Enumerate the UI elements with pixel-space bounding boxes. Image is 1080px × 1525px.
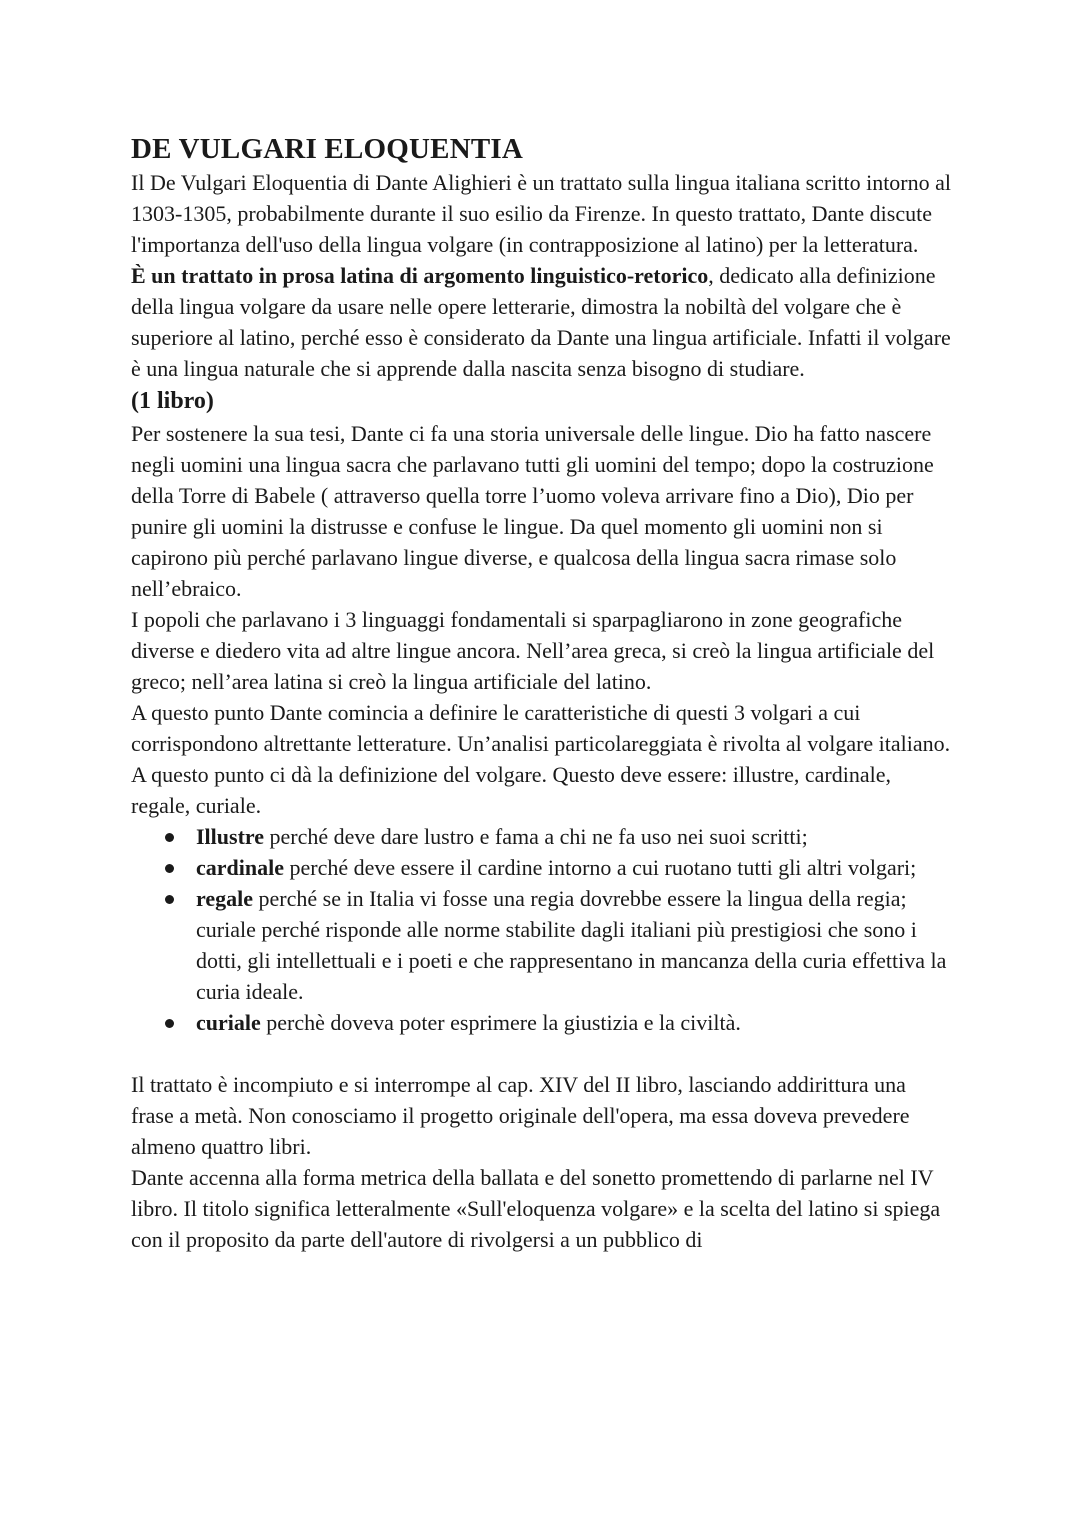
bullet-text: perché se in Italia vi fosse una regia dovrebbe essere la lingua della regia; curiale perché risponde alle norme stabilite dagli italiani più prestigiosi che sono i dotti, gli intellettuali e i poeti e che rappresentano in mancanza della curia effettiva la curia ideale. bbox=[196, 886, 947, 1004]
bullet-text: perchè doveva poter esprimere la giustizia e la civiltà. bbox=[260, 1010, 741, 1035]
body-paragraph: A questo punto Dante comincia a definire le caratteristiche di questi 3 volgari a cui corrispondono altrettante letterature. Un’analisi particolareggiata è rivolta al volgare italiano. bbox=[131, 700, 951, 756]
summary-text: , dedicato alla definizione della lingua volgare da usare nelle opere letterarie, dimostra la nobiltà del volgare che è superiore al latino, perché esso è considerato da Dante una lingua artificiale. Infatti il volgare è una lingua naturale che si apprende dalla nascita senza bisogno di studiare. bbox=[131, 263, 951, 381]
closing-paragraph: Il trattato è incompiuto e si interrompe al cap. XIV del II libro, lasciando addirittura una frase a metà. Non conosciamo il progetto originale dell'opera, ma essa doveva prevedere almeno quattro libri. bbox=[131, 1072, 910, 1159]
bullet-term: cardinale bbox=[196, 855, 284, 880]
bullet-icon bbox=[165, 895, 174, 904]
bullet-term: curiale bbox=[196, 1010, 261, 1035]
bullet-icon bbox=[165, 833, 174, 842]
bullet-icon bbox=[165, 864, 174, 873]
document-title: DE VULGARI ELOQUENTIA bbox=[131, 133, 524, 165]
list-item bbox=[196, 852, 951, 883]
bullet-text: perché deve dare lustro e fama a chi ne fa uso nei suoi scritti; bbox=[264, 824, 808, 849]
body-paragraph: Per sostenere la sua tesi, Dante ci fa una storia universale delle lingue. Dio ha fatto nascere negli uomini una lingua sacra che parlavano tutti gli uomini del tempo; dopo la costruzione della Torre di Babele ( attraverso quella torre l’uomo voleva arrivare fino a Dio), Dio per punire gli uomini la distrusse e confuse le lingue. Da quel momento gli uomini non si capirono più perché parlavano lingue diverse, e qualcosa della lingua sacra rimase solo nell’ebraico. bbox=[131, 421, 934, 601]
closing-paragraph: Dante accenna alla forma metrica della ballata e del sonetto promettendo di parlarne nel IV libro. Il titolo significa letteralmente «Sull'eloquenza volgare» e la scelta del latino si spiega con il proposito da parte dell'autore di rivolgersi a un pubblico di bbox=[131, 1165, 941, 1252]
list-item bbox=[196, 883, 951, 1007]
bullet-text: perché deve essere il cardine intorno a cui ruotano tutti gli altri volgari; bbox=[284, 855, 917, 880]
paragraph-spacer bbox=[131, 1038, 951, 1069]
list-item bbox=[196, 821, 951, 852]
section-heading: (1 libro) bbox=[131, 388, 214, 414]
document-page bbox=[131, 131, 951, 1255]
summary-bold-text: È un trattato in prosa latina di argomento linguistico-retorico bbox=[131, 263, 709, 288]
bullet-list bbox=[131, 821, 951, 1038]
bullet-term: regale bbox=[196, 886, 254, 911]
list-item bbox=[196, 1007, 951, 1038]
intro-paragraph: Il De Vulgari Eloquentia di Dante Alighieri è un trattato sulla lingua italiana scritto intorno al 1303-1305, probabilmente durante il suo esilio da Firenze. In questo trattato, Dante discute l'importanza dell'uso della lingua volgare (in contrapposizione al latino) per la letteratura. bbox=[131, 170, 952, 257]
bullet-term: Illustre bbox=[196, 824, 265, 849]
summary-paragraph bbox=[131, 260, 951, 384]
body-paragraph: I popoli che parlavano i 3 linguaggi fondamentali si sparpagliarono in zone geografiche diverse e diedero vita ad altre lingue ancora. Nell’area greca, si creò la lingua artificiale del greco; nell’area latina si creò la lingua artificiale del latino. bbox=[131, 607, 935, 694]
body-paragraph: A questo punto ci dà la definizione del volgare. Questo deve essere: illustre, cardinale, regale, curiale. bbox=[131, 762, 891, 818]
bullet-icon bbox=[165, 1019, 174, 1028]
